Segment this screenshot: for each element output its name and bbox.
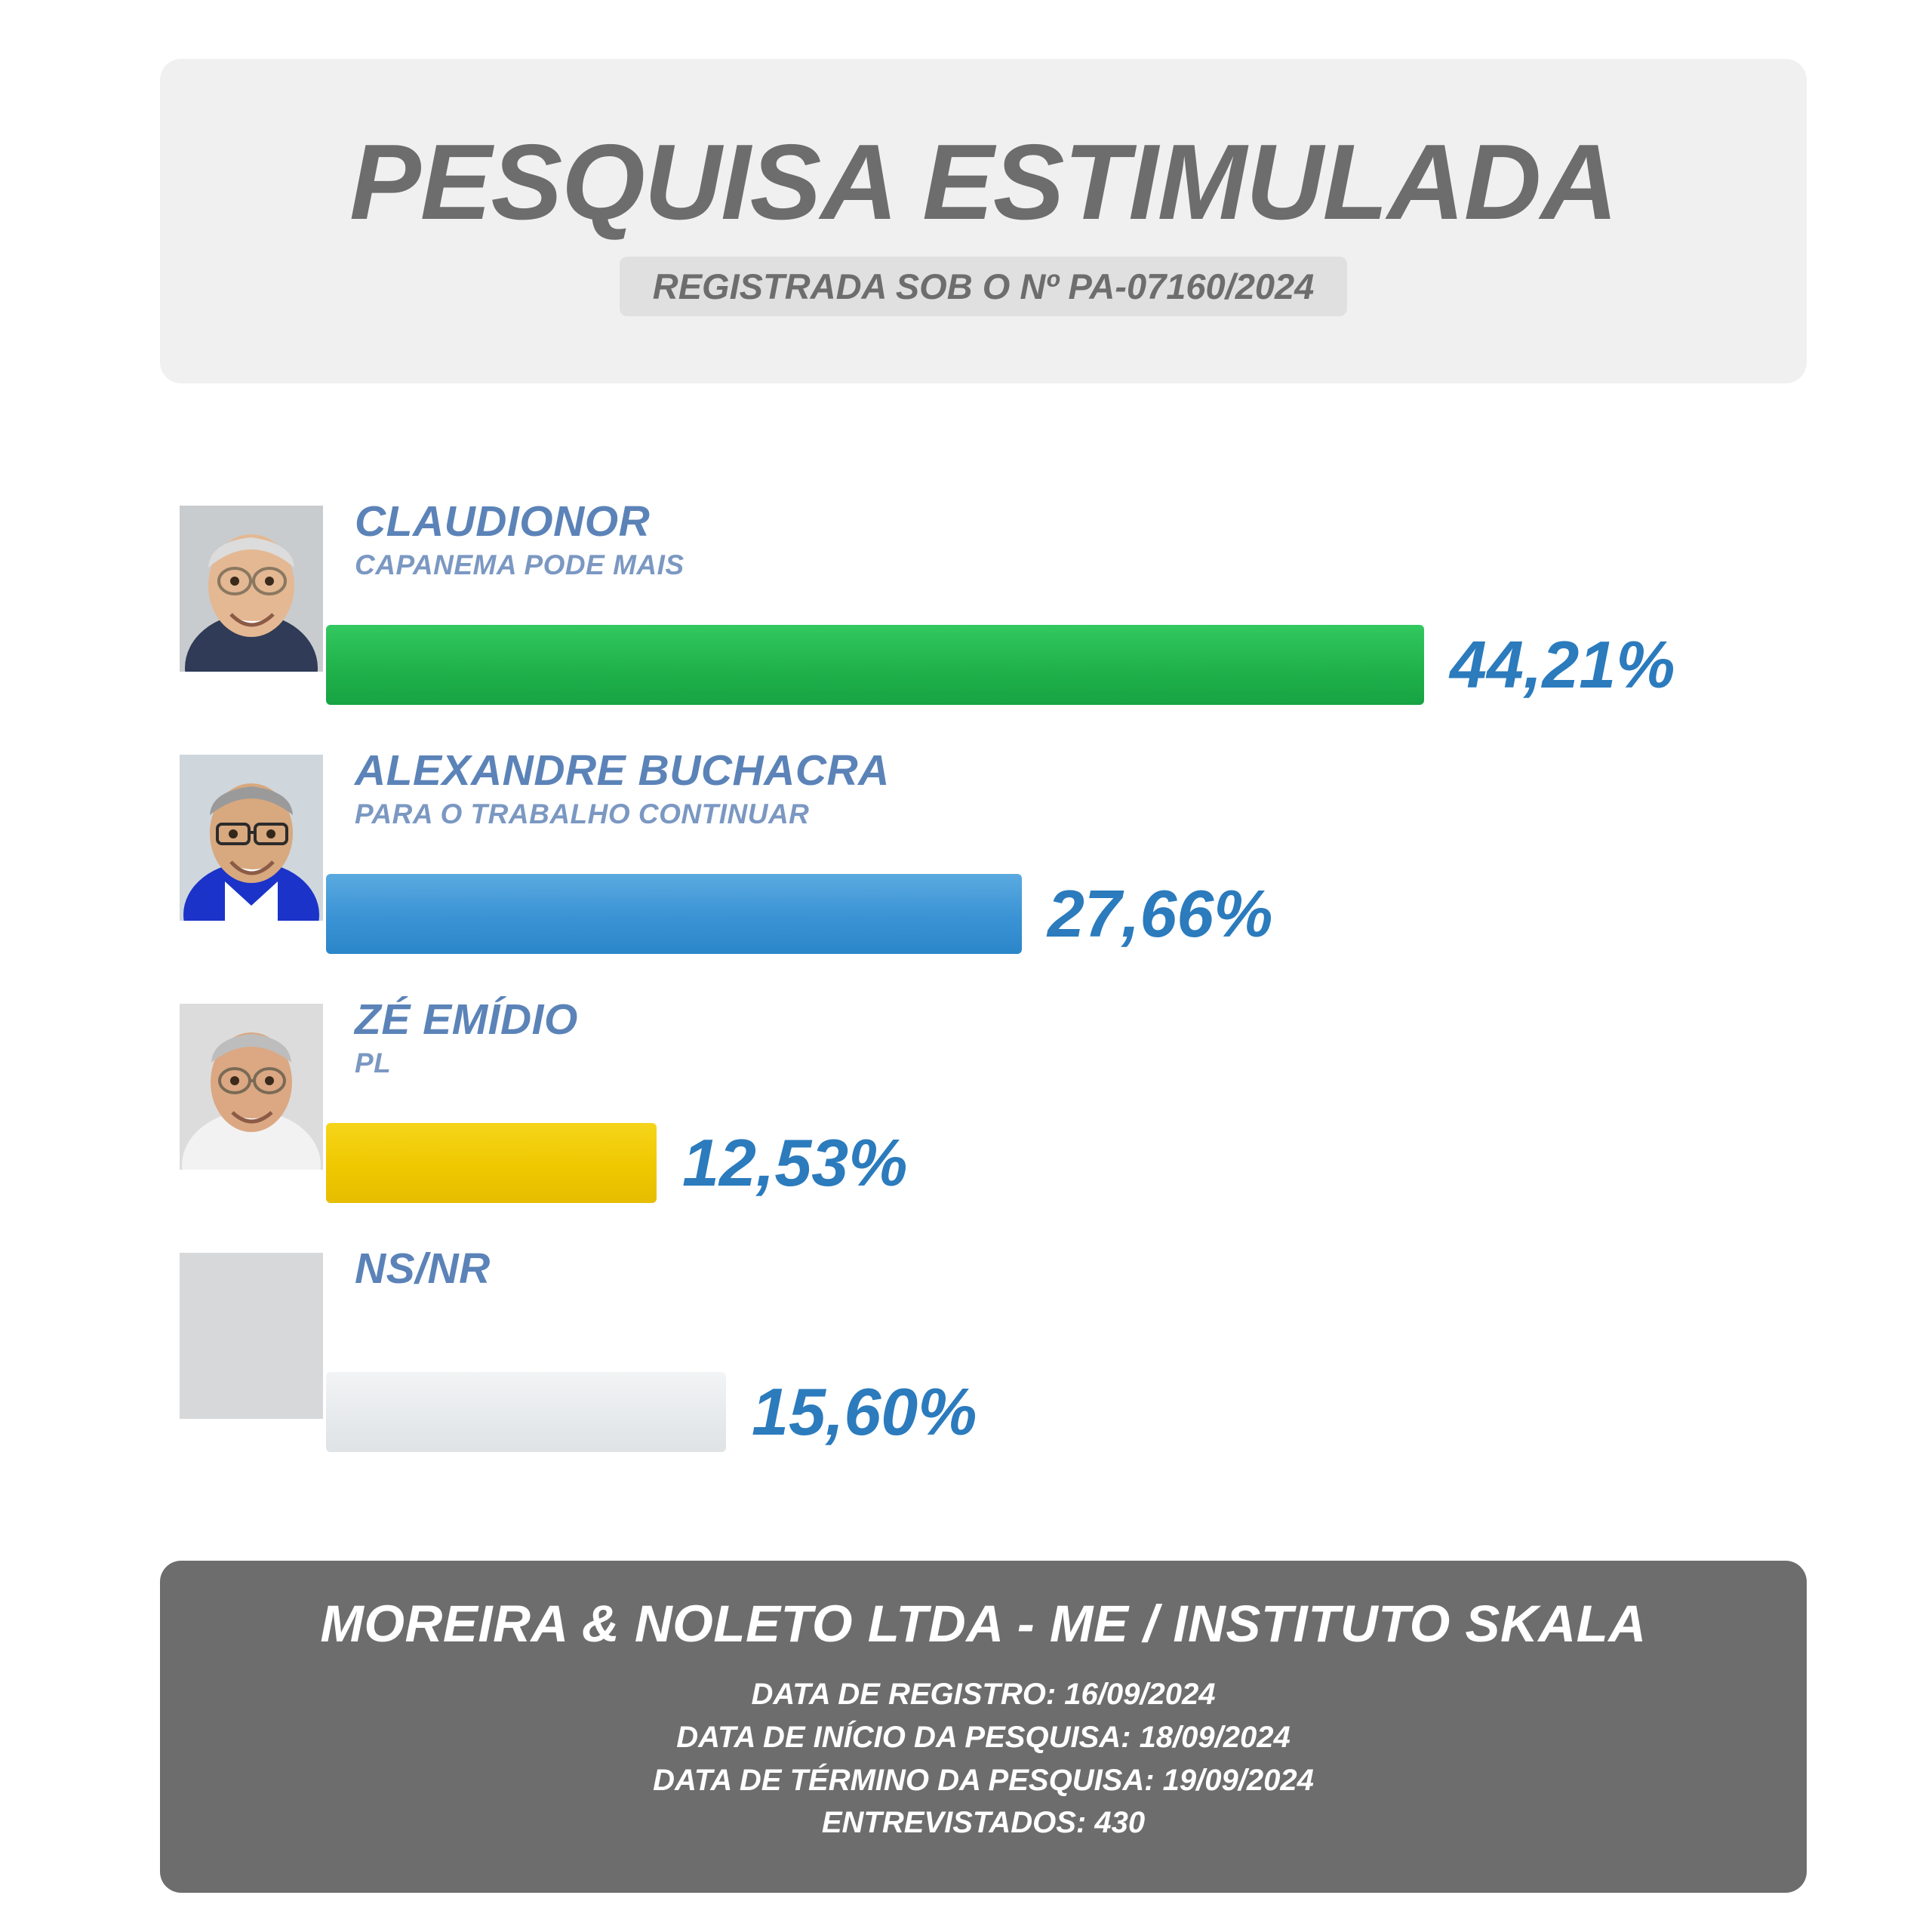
bar-line-nsnr: [326, 1372, 1911, 1452]
result-row-alexandre-buchacra: [0, 732, 1932, 981]
registration-date: DATA DE REGISTRO: 16/09/2024: [751, 1678, 1216, 1711]
candidate-name: ALEXANDRE BUCHACRA: [355, 746, 890, 795]
footer-card: [160, 1561, 1807, 1893]
start-date: DATA DE INÍCIO DA PESQUISA: 18/09/2024: [676, 1720, 1291, 1754]
candidate-photo-ze-emidio: [180, 1004, 323, 1170]
bar-value-alexandre-buchacra: 27,66%: [1048, 876, 1273, 951]
bar-line-claudionor: [326, 625, 1911, 705]
survey-metadata: [653, 1673, 1314, 1844]
candidate-name: ZÉ EMÍDIO: [355, 995, 578, 1044]
bar-claudionor: [326, 625, 1424, 705]
result-row-nsnr: [0, 1230, 1932, 1479]
bar-value-claudionor: 44,21%: [1450, 627, 1675, 702]
placeholder-photo-nsnr: [180, 1253, 323, 1419]
results-list: [0, 483, 1932, 1479]
candidate-labels-alexandre-buchacra: [355, 746, 890, 830]
registration-badge: [620, 257, 1348, 316]
institute-name: MOREIRA & NOLETO LTDA - ME / INSTITUTO SKALA: [320, 1595, 1647, 1653]
bar-line-ze-emidio: [326, 1123, 1911, 1203]
bar-value-nsnr: 15,60%: [752, 1374, 977, 1449]
bar-ze-emidio: [326, 1123, 657, 1203]
candidate-name: CLAUDIONOR: [355, 497, 651, 546]
candidate-name: NS/NR: [355, 1244, 491, 1293]
candidate-photo-claudionor: [180, 506, 323, 672]
candidate-photo-alexandre-buchacra: [180, 755, 323, 921]
bar-nsnr: [326, 1372, 726, 1452]
end-date: DATA DE TÉRMINO DA PESQUISA: 19/09/2024: [653, 1763, 1314, 1797]
candidate-labels-nsnr: [355, 1244, 491, 1297]
result-row-ze-emidio: [0, 981, 1932, 1230]
page-title: PESQUISA ESTIMULADA: [349, 122, 1617, 242]
result-row-claudionor: [0, 483, 1932, 732]
candidate-labels-claudionor: [355, 497, 685, 581]
bar-line-alexandre-buchacra: [326, 874, 1911, 954]
candidate-labels-ze-emidio: [355, 995, 578, 1079]
respondents-count: ENTREVISTADOS: 430: [821, 1806, 1146, 1840]
candidate-party: CAPANEMA PODE MAIS: [355, 549, 685, 580]
registration-number: REGISTRADA SOB O Nº PA-07160/2024: [652, 266, 1315, 307]
bar-alexandre-buchacra: [326, 874, 1022, 954]
bar-value-ze-emidio: 12,53%: [682, 1125, 908, 1200]
header-card: [160, 59, 1807, 383]
candidate-party: PL: [355, 1047, 392, 1078]
candidate-party: PARA O TRABALHO CONTINUAR: [355, 798, 810, 829]
